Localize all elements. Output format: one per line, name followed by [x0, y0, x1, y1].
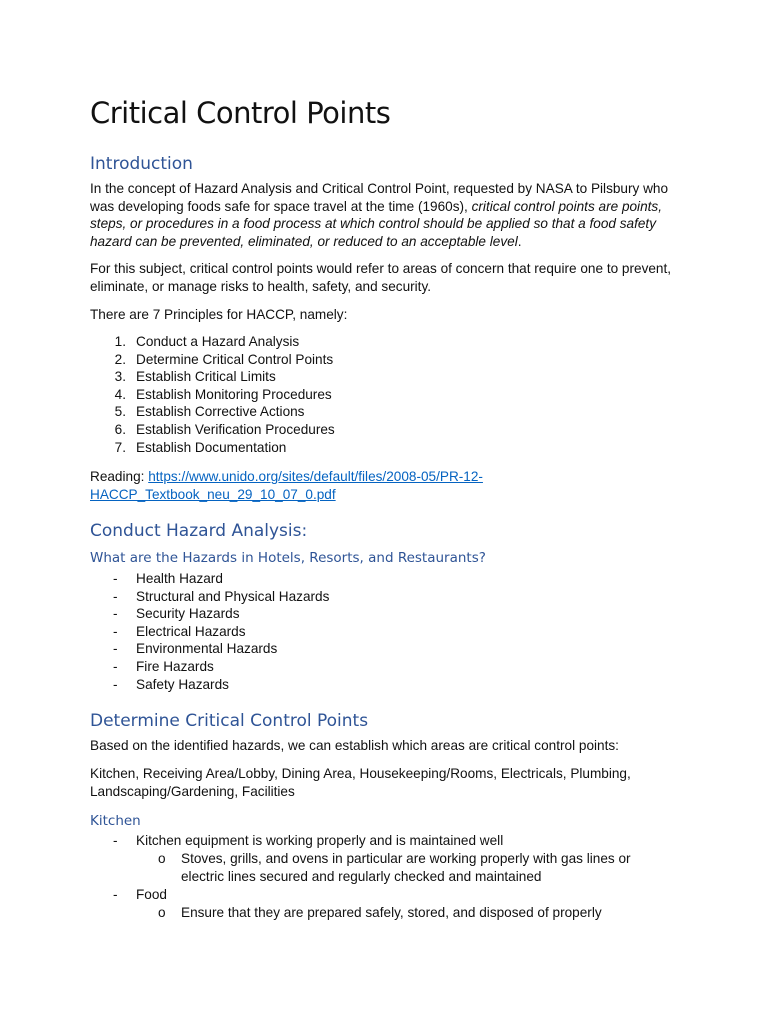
- subject-paragraph: For this subject, critical control points would refer to areas of concern that require one to prevent, eliminate, or manage risks to health, safety, and security.: [90, 261, 672, 294]
- intro-text-italic: critical control points are points, steps, or procedures in a food process at which control should be applied so that a food safety hazard can be prevented, eliminated, or reduced to an acceptable level: [90, 198, 662, 249]
- intro-text-end: .: [517, 233, 522, 249]
- critical-points-paragraph: Based on the identified hazards, we can establish which areas are critical control points:: [90, 738, 619, 753]
- introduction-heading: Introduction: [90, 154, 193, 174]
- sub-list-item: o Stoves, grills, and ovens in particular are working properly with gas lines or electric lines secured and regularly checked and maintained: [158, 851, 631, 884]
- reading-link[interactable]: https://www.unido.org/sites/default/files/2008-05/PR-12- HACCP_Textbook_neu_29_10_07_0.pdf: [90, 469, 483, 502]
- reading-label: Reading:: [90, 469, 149, 484]
- reading-paragraph: [90, 468, 690, 503]
- sub-list-item: o Ensure that they are prepared safely, stored, and disposed of properly: [158, 905, 602, 920]
- intro-text-normal: In the concept of Hazard Analysis and Critical Control Point, requested by NASA to Pilsbury who was developing foods safe for space travel at the time (1960s),: [90, 181, 669, 214]
- document-title: Critical Control Points: [90, 96, 391, 130]
- hazard-analysis-heading: Conduct Hazard Analysis:: [90, 521, 308, 541]
- kitchen-heading: Kitchen: [90, 813, 141, 829]
- kitchen-sublist-equipment: [90, 850, 651, 885]
- hazards-subheading: What are the Hazards in Hotels, Resorts, and Restaurants?: [90, 550, 486, 566]
- areas-paragraph: Kitchen, Receiving Area/Lobby, Dining Area, Housekeeping/Rooms, Electricals, Plumbing, Landscaping/Gardening, Facilities: [90, 766, 631, 799]
- critical-points-heading: Determine Critical Control Points: [90, 711, 369, 731]
- principles-intro: There are 7 Principles for HACCP, namely:: [90, 307, 348, 322]
- introduction-paragraph: [90, 180, 690, 250]
- kitchen-sublist-food: [90, 904, 651, 922]
